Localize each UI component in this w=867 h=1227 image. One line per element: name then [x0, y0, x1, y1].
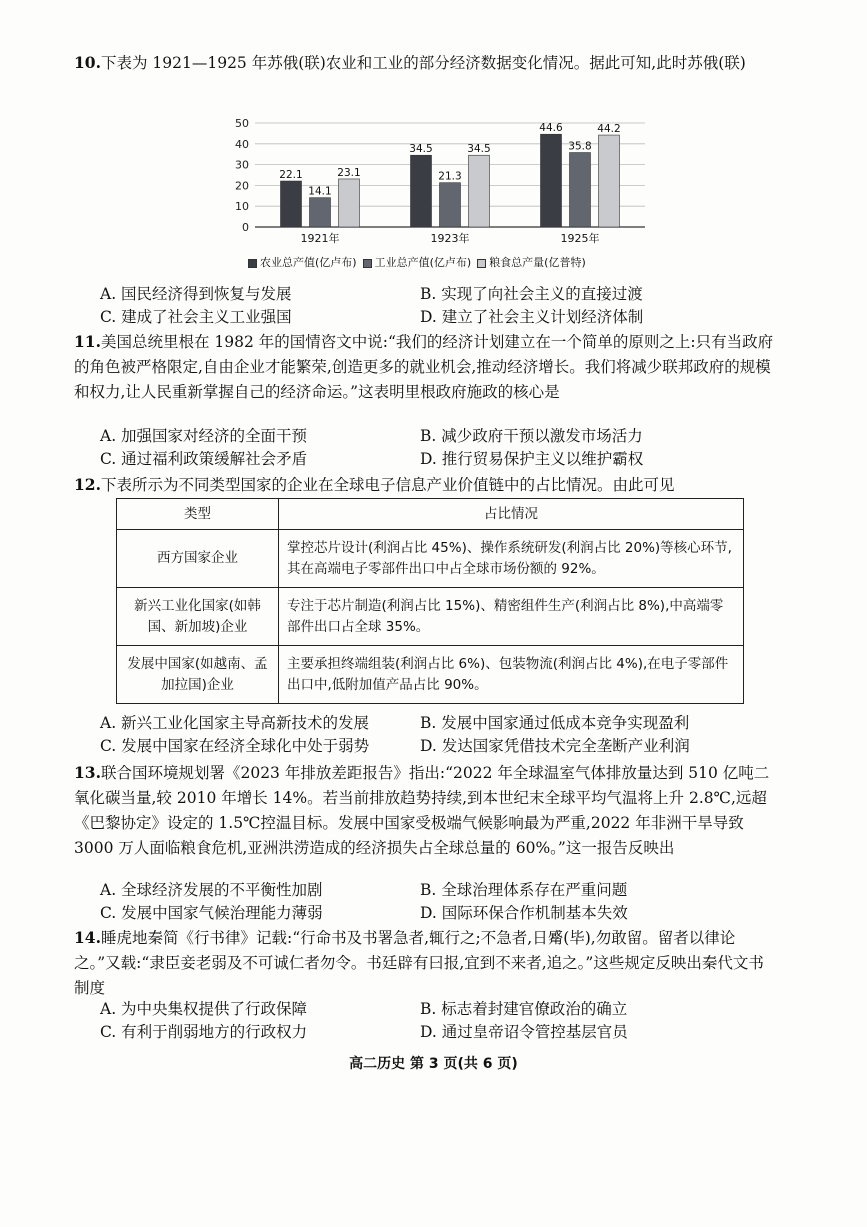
x-tick-label: 1925年	[560, 232, 600, 245]
legend-label: 工业总产值(亿卢布)	[374, 256, 472, 269]
table-cell-desc: 主要承担终端组装(利润占比 6%)、包装物流(利润占比 4%),在电子零部件出口中,低附加值产品占比 90%。	[279, 646, 744, 704]
data-label: 34.5	[409, 143, 433, 156]
question-14	[74, 925, 774, 1001]
option-a[interactable]: A. 为中央集权提供了行政保障	[100, 1000, 308, 1018]
bar	[570, 153, 591, 227]
question-11	[74, 329, 774, 405]
option-a[interactable]: A. 国民经济得到恢复与发展	[100, 285, 292, 303]
table-row	[117, 530, 744, 588]
table-row	[117, 588, 744, 646]
data-label: 35.8	[568, 140, 592, 153]
option-a[interactable]: A. 加强国家对经济的全面干预	[100, 427, 308, 445]
page-footer: 高二历史 第 3 页(共 6 页)	[349, 1056, 518, 1072]
y-tick-label: 50	[235, 117, 249, 130]
question-13-options	[100, 879, 780, 925]
value-chain-table	[116, 498, 744, 704]
option-a[interactable]: A. 新兴工业化国家主导高新技术的发展	[100, 714, 370, 732]
question-10-options	[100, 283, 780, 329]
question-stem: 睡虎地秦简《行书律》记载:“行命书及书署急者,辄行之;不急者,日觱(毕),勿敢留。留者以律论之。”又载:“隶臣妾老弱及不可诚仁者勿令。书廷辟有曰报,宜到不来者,追之。”这些规定反映出秦代文书制度	[74, 929, 764, 997]
question-14-options	[100, 998, 780, 1044]
question-number: 10.	[74, 53, 101, 72]
data-label: 44.2	[597, 123, 621, 136]
legend-swatch	[477, 259, 486, 268]
table-cell-desc: 掌控芯片设计(利润占比 45%)、操作系统研发(利润占比 20%)等核心环节,其在高端电子零部件出口中占全球市场份额的 92%。	[279, 530, 744, 588]
question-stem: 下表所示为不同类型国家的企业在全球电子信息产业价值链中的占比情况。由此可见	[100, 476, 675, 494]
option-c[interactable]: C. 有利于削弱地方的行政权力	[100, 1023, 308, 1041]
option-d[interactable]: D. 推行贸易保护主义以维护霸权	[420, 450, 644, 468]
table-cell-type: 新兴工业化国家(如韩国、新加坡)企业	[117, 588, 279, 646]
data-label: 14.1	[308, 185, 332, 198]
y-tick-label: 0	[242, 221, 249, 234]
option-d[interactable]: D. 建立了社会主义计划经济体制	[420, 308, 644, 326]
table-row	[117, 646, 744, 704]
data-label: 34.5	[467, 143, 491, 156]
option-d[interactable]: D. 国际环保合作机制基本失效	[420, 904, 628, 922]
bar	[281, 181, 302, 227]
bar	[339, 179, 360, 227]
question-13	[74, 760, 774, 861]
legend-item	[363, 256, 472, 269]
legend-swatch	[363, 259, 372, 268]
option-a[interactable]: A. 全球经济发展的不平衡性加剧	[100, 881, 323, 899]
bar	[599, 135, 620, 227]
y-tick-label: 10	[235, 200, 249, 214]
question-number: 12.	[74, 475, 101, 494]
bar	[469, 155, 490, 227]
table-cell-type: 西方国家企业	[117, 530, 279, 588]
legend-label: 粮食总产量(亿普特)	[489, 256, 586, 269]
bar	[310, 198, 331, 227]
option-b[interactable]: B. 全球治理体系存在严重问题	[420, 881, 628, 899]
question-stem: 美国总统里根在 1982 年的国情咨文中说:“我们的经济计划建立在一个简单的原则之上:只有当政府的角色被严格限定,自由企业才能繁荣,创造更多的就业机会,推动经济增长。我们将减少联邦政府的规模和权力,让人民重新掌握自己的经济命运。”这表明里根政府施政的核心是	[74, 333, 774, 401]
y-tick-label: 20	[235, 179, 249, 193]
y-tick-label: 40	[235, 137, 249, 151]
data-label: 44.6	[539, 122, 563, 135]
table-header-type: 类型	[117, 499, 279, 530]
option-d[interactable]: D. 发达国家凭借技术完全垄断产业利润	[420, 737, 690, 755]
data-label: 22.1	[279, 169, 303, 182]
option-c[interactable]: C. 通过福利政策缓解社会矛盾	[100, 450, 308, 468]
option-b[interactable]: B. 标志着封建官僚政治的确立	[420, 1000, 628, 1018]
bar	[440, 183, 461, 227]
y-tick-label: 30	[235, 158, 249, 172]
bar-chart	[225, 115, 655, 275]
bar-chart-svg	[225, 115, 655, 250]
option-b[interactable]: B. 发展中国家通过低成本竞争实现盈利	[420, 714, 690, 732]
question-stem: 下表为 1921—1925 年苏俄(联)农业和工业的部分经济数据变化情况。据此可知,此时苏俄(联)	[100, 54, 746, 72]
data-label: 23.1	[337, 166, 361, 179]
legend-item	[248, 256, 357, 269]
bar	[541, 134, 562, 227]
table-header-share: 占比情况	[279, 499, 744, 530]
table-cell-type: 发展中国家(如越南、孟加拉国)企业	[117, 646, 279, 704]
question-12	[74, 472, 774, 498]
question-10	[74, 50, 774, 76]
data-label: 21.3	[438, 170, 462, 183]
option-b[interactable]: B. 实现了向社会主义的直接过渡	[420, 285, 643, 303]
question-stem: 联合国环境规划署《2023 年排放差距报告》指出:“2022 年全球温室气体排放量达到 510 亿吨二氧化碳当量,较 2010 年增长 14%。若当前排放趋势持续,到本世纪末全球平均气温将上升 2.8℃,远超《巴黎协定》设定的 1.5℃控温目标。发展中国家受极端气候影响最为严重,2022 年非洲干旱导致 3000 万人面临粮食危机,亚洲洪涝造成的经济损失占全球总量的 60%。”这一报告反映出	[74, 764, 770, 857]
x-tick-label: 1921年	[300, 232, 340, 245]
bar	[411, 155, 432, 227]
option-c[interactable]: C. 发展中国家气候治理能力薄弱	[100, 904, 323, 922]
legend-item	[477, 256, 586, 269]
question-12-options	[100, 712, 780, 758]
table-cell-desc: 专注于芯片制造(利润占比 15%)、精密组件生产(利润占比 8%),中高端零部件出口占全球 35%。	[279, 588, 744, 646]
x-tick-label: 1923年	[430, 232, 470, 245]
legend-label: 农业总产值(亿卢布)	[260, 256, 357, 269]
question-number: 14.	[74, 928, 101, 947]
question-number: 13.	[74, 763, 101, 782]
legend-swatch	[248, 259, 257, 268]
question-11-options	[100, 425, 780, 471]
option-c[interactable]: C. 发展中国家在经济全球化中处于弱势	[100, 737, 370, 755]
question-number: 11.	[74, 332, 101, 351]
option-b[interactable]: B. 减少政府干预以激发市场活力	[420, 427, 643, 445]
option-c[interactable]: C. 建成了社会主义工业强国	[100, 308, 292, 326]
option-d[interactable]: D. 通过皇帝诏令管控基层官员	[420, 1023, 628, 1041]
chart-legend	[248, 254, 592, 270]
